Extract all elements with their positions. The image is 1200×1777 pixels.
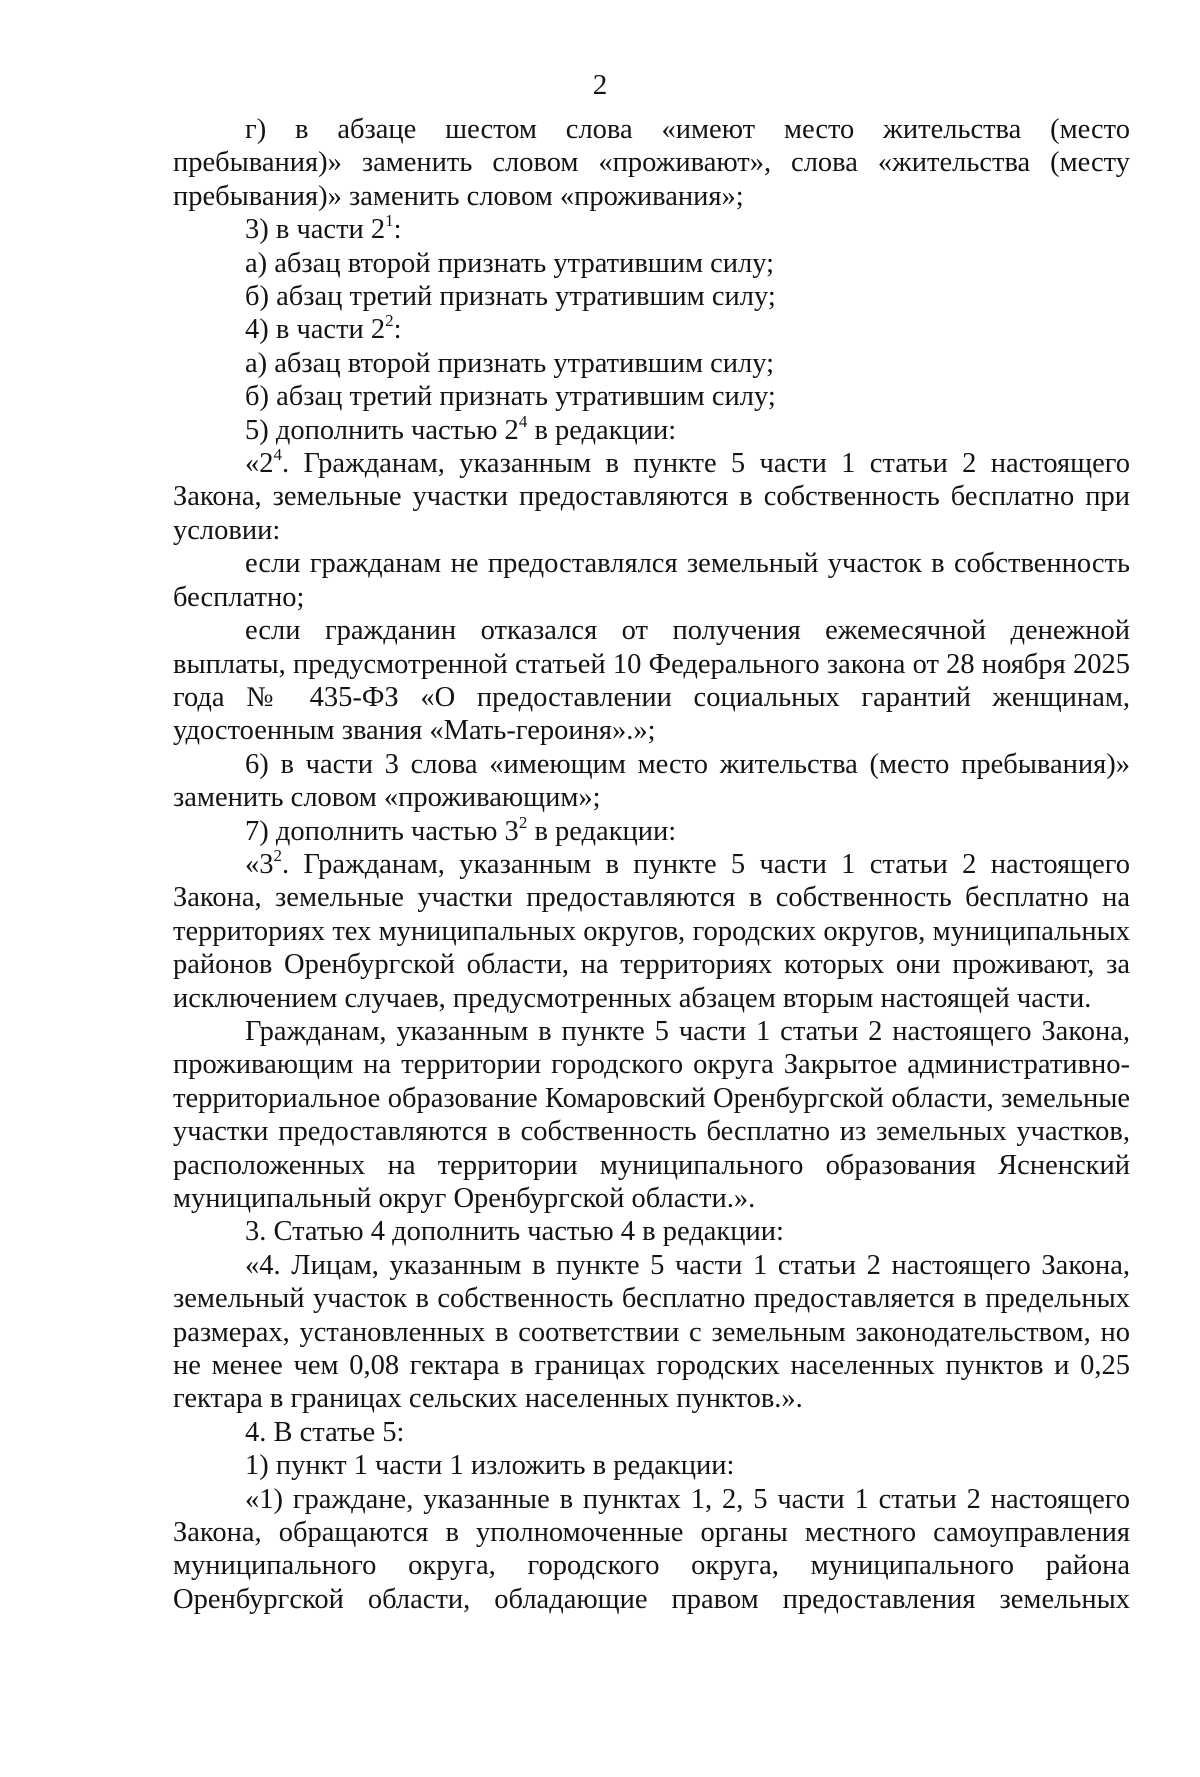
paragraph: «4. Лицам, указанным в пункте 5 части 1 статьи 2 настоящего Закона, земельный участок в собственность бесплатно предоставляется в предельных размерах, установленных в соответствии с земельным законодательством, но не менее чем 0,08 гектара в границах городских населенных пунктов и 0,25 гектара в границах сельских населенных пунктов.». <box>173 1249 1130 1415</box>
paragraph: 5) дополнить частью $2^4$ в редакции: <box>245 411 677 446</box>
paragraph-continued: «1) граждане, указанные в пунктах 1, 2, 5 части 1 статьи 2 настоящего Закона, обращаются в уполномоченные органы местного самоуправления муниципального округа, городского округа, муниципального района Оренбургской области, обладающие правом предоставления земельных <box>173 1483 1130 1615</box>
paragraph: 4) в части $2^2$: <box>245 311 402 346</box>
paragraph: а) абзац второй признать утратившим силу; <box>245 247 775 279</box>
superscript: 4 <box>518 411 528 431</box>
superscript: 1 <box>385 211 394 231</box>
paragraph: 3) в части $2^1$: <box>245 211 402 246</box>
paragraph: Гражданам, указанным в пункте 5 части 1 статьи 2 настоящего Закона, проживающим на территории городского округа Закрытое административно-территориальное образование Комаровский Оренбургской области, земельные участки предоставляются в собственность бесплатно из земельных участков, расположенных на территории муниципального образования Ясненский муниципальный округ Оренбургской области.». <box>173 1015 1130 1214</box>
paragraph: «$3^2$. Гражданам, указанным в пункте 5 части 1 статьи 2 настоящего Закона, земельные участки предоставляются в собственность бесплатно на территориях тех муниципальных округов, городских округов, муниципальных районов Оренбургской области, на территориях которых они проживают, за исключением случаев, предусмотренных абзацем вторым настоящей части. <box>173 845 1130 1014</box>
paragraph: а) абзац второй признать утратившим силу; <box>245 347 775 379</box>
superscript: 2 <box>385 311 394 331</box>
paragraph: если гражданин отказался от получения ежемесячной денежной выплаты, предусмотренной статьей 10 Федерального закона от 28 ноября 2025 года № 435-ФЗ «О предоставлении социальных гарантий женщинам, удостоенным звания «Мать-героиня».»; <box>173 615 1130 747</box>
paragraph: 4. В статье 5: <box>245 1416 405 1448</box>
paragraph: «$2^4$. Гражданам, указанным в пункте 5 части 1 статьи 2 настоящего Закона, земельные участки предоставляются в собственность бесплатно при условии: <box>173 445 1130 546</box>
paragraph: 1) пункт 1 части 1 изложить в редакции: <box>245 1450 735 1482</box>
page-number: 2 <box>592 69 608 101</box>
paragraph: б) абзац третий признать утратившим силу; <box>245 281 776 313</box>
paragraph: 7) дополнить частью $3^2$ в редакции: <box>245 812 677 847</box>
paragraph: г) в абзаце шестом слова «имеют место жительства (место пребывания)» заменить словом «проживают», слова «жительства (месту пребывания)» заменить словом «проживания»; <box>173 114 1130 212</box>
paragraph: если гражданам не предоставлялся земельный участок в собственность бесплатно; <box>173 548 1130 613</box>
superscript: 2 <box>273 845 282 865</box>
paragraph: 6) в части 3 слова «имеющим место жительства (место пребывания)» заменить словом «проживающим»; <box>173 748 1130 814</box>
superscript: 2 <box>518 812 528 832</box>
paragraph: б) абзац третий признать утратившим силу; <box>245 381 776 413</box>
superscript: 4 <box>273 445 282 465</box>
document-body <box>173 113 1130 1616</box>
paragraph: 3. Статью 4 дополнить частью 4 в редакции: <box>245 1216 784 1248</box>
